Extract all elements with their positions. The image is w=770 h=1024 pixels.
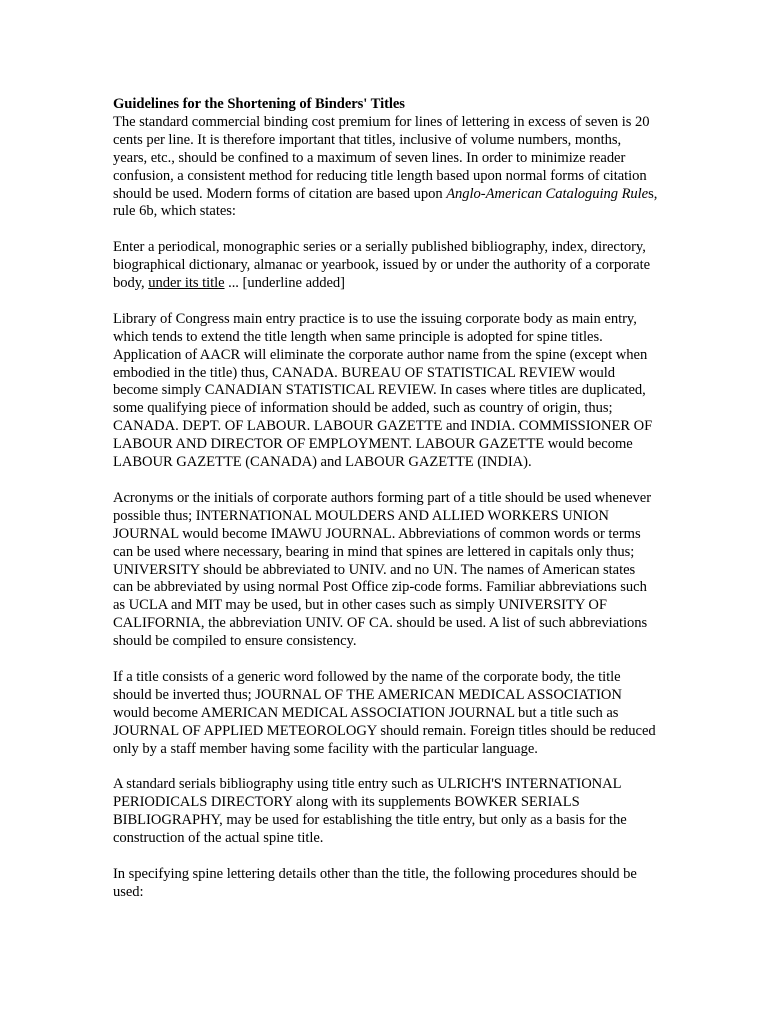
quote-text: Enter a periodical, monographic series or a serially published bibliography, index, directory, biographical dictionary, almanac or yearbook, issued by or under the authority of a corporate body, — [113, 239, 651, 292]
intro-paragraph — [113, 114, 658, 221]
intro-italic-citation: Anglo-American Cataloguing Rule — [446, 185, 649, 202]
quote-underlined-text: under its title — [148, 275, 225, 292]
paragraph-acronyms: Acronyms or the initials of corporate authors forming part of a title should be used whenever possible thus; INTERNATIONAL MOULDERS AND ALLIED WORKERS UNION JOURNAL would become IMAWU JOURNAL. Abbreviations of common words or terms can be used where necessary, bearing in mind that spines are lettered in capitals only thus; UNIVERSITY should be abbreviated to UNIV. and no UN. The names of American states can be abbreviated by using normal Post Office zip-code forms. Familiar abbreviations such as UCLA and MIT may be used, but in other cases such as simply UNIVERSITY OF CALIFORNIA, the abbreviation UNIV. OF CA. should be used. A list of such abbreviations should be compiled to ensure consistency. — [113, 489, 652, 650]
paragraph-generic-titles: If a title consists of a generic word followed by the name of the corporate body, the title should be inverted thus; JOURNAL OF THE AMERICAN MEDICAL ASSOCIATION would become AMERICAN MEDICAL ASSOCIATION JOURNAL but a title such as JOURNAL OF APPLIED METEOROLOGY should remain. Foreign titles should be reduced only by a staff member having some facility with the particular language. — [113, 668, 656, 757]
intro-text-end: s, rule 6b, which states: — [113, 185, 658, 220]
paragraph-serials-bibliography: A standard serials bibliography using title entry such as ULRICH'S INTERNATIONAL PERIODICALS DIRECTORY along with its supplements BOWKER SERIALS BIBLIOGRAPHY, may be used for establishing the title entry, but only as a basis for the construction of the actual spine title. — [113, 776, 627, 847]
quote-text-end: ... [underline added] — [224, 275, 345, 292]
document-body — [113, 96, 658, 920]
paragraph-lc-practice: Library of Congress main entry practice is to use the issuing corporate body as main entry, which tends to extend the title length when same principle is adopted for spine titles. Application of AACR will eliminate the corporate author name from the spine (except when embodied in the title) thus, CANADA. BUREAU OF STATISTICAL REVIEW would become simply CANADIAN STATISTICAL REVIEW. In cases where titles are duplicated, some qualifying piece of information should be added, such as country of origin, thus; CANADA. DEPT. OF LABOUR. LABOUR GAZETTE and INDIA. COMMISSIONER OF LABOUR AND DIRECTOR OF EMPLOYMENT. LABOUR GAZETTE would become LABOUR GAZETTE (CANADA) and LABOUR GAZETTE (INDIA). — [113, 310, 653, 471]
paragraph-spine-lettering: In specifying spine lettering details other than the title, the following procedures should be used: — [113, 865, 637, 900]
document-title: Guidelines for the Shortening of Binders' Titles — [113, 96, 405, 112]
quote-paragraph — [113, 239, 658, 293]
intro-text: The standard commercial binding cost premium for lines of lettering in excess of seven is 20 cents per line. It is therefore important that titles, inclusive of volume numbers, months, years, etc., should be confined to a maximum of seven lines. In order to minimize reader confusion, a consistent method for reducing title length based upon normal forms of citation should be used. Modern forms of citation are based upon — [113, 113, 650, 202]
